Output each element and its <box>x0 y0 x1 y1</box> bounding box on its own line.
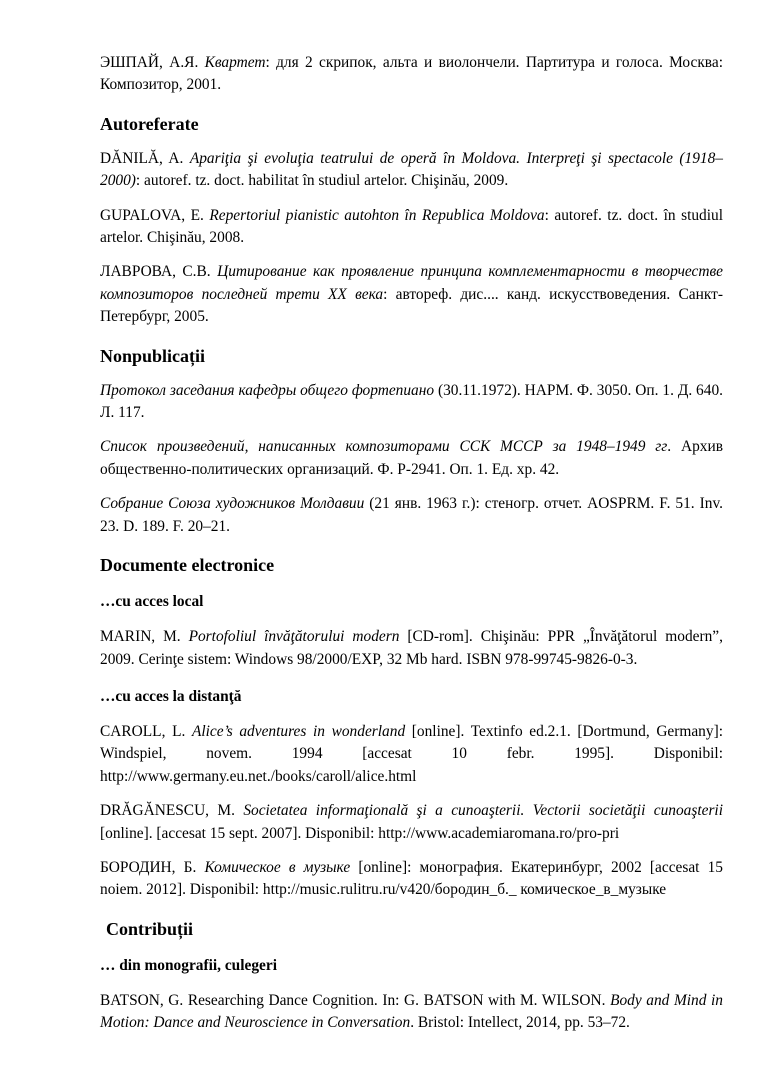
entry-title-italic: Repertoriul pianistic autohton în Republica Moldova <box>209 206 545 224</box>
subheading-cu-acces-local: …cu acces local <box>100 593 204 611</box>
entry-title-italic: Body and Mind in Motion: Dance and Neuroscience in Conversation <box>100 991 723 1032</box>
entry-title-italic: Квартет <box>204 54 266 71</box>
entry-text: CAROLL, L. <box>100 722 192 740</box>
entry-text: (30.11.1972). НАРМ. Ф. 3050. Оп. 1. Д. 640. Л. 117. <box>100 381 723 422</box>
entry-text: : автореф. дис.... канд. искусствоведения. Санкт-Петербург, 2005. <box>100 285 723 326</box>
entry-draganescu <box>100 800 723 845</box>
entry-spisok <box>100 436 723 481</box>
entry-text: DRĂGĂNESCU, M. <box>100 802 244 820</box>
entry-gupalova <box>100 205 723 250</box>
entry-marin <box>100 626 723 671</box>
entry-title-italic: Portofoliul învăţătorului modern <box>188 628 400 646</box>
entry-text: [online]. Textinfo ed.2.1. [Dortmund, Germany]: Windspiel, novem. 1994 [accesat 10 febr. 1995]. Disponibil: http://www.germany.eu.net./books/caroll/alice.html <box>100 722 723 785</box>
entry-sobranie <box>100 493 723 538</box>
entry-text: : для 2 скрипок, альта и виолончели. Партитура и голоса. Москва: Композитор, 2001. <box>100 54 723 94</box>
entry-text: ЛАВРОВА, С.В. <box>100 263 218 281</box>
entry-title-italic: Societatea informaţională şi a cunoaşterii. Vectorii societăţii cunoaşterii <box>243 802 723 820</box>
entry-text: [online]. [accesat 15 sept. 2007]. Disponibil: http://www.academiaromana.ro/pro-pri <box>100 824 620 842</box>
entry-text: BATSON, G. Researching Dance Cognition. In: G. BATSON with M. WILSON. <box>100 991 611 1009</box>
entry-text: ЭШПАЙ, А.Я. <box>100 54 205 71</box>
entry-text: [CD-rom]. Chişinău: PPR „Învăţătorul modern”, 2009. Cerinţe sistem: Windows 98/2000/EXP, 32 Mb hard. ISBN 978-99745-9826-0-3. <box>100 628 723 668</box>
heading-nonpublicatii: Nonpublicații <box>100 345 206 366</box>
entry-eshpai <box>100 52 723 97</box>
entry-text: : autoref. tz. doct. în studiul artelor. Chişinău, 2008. <box>100 206 723 247</box>
entry-text: . Архив общественно-политических организаций. Ф. Р-2941. Оп. 1. Ед. хр. 42. <box>100 438 723 478</box>
entry-text: : autoref. tz. doct. habilitat în studiul artelor. Chişinău, 2009. <box>135 172 509 190</box>
entry-title-italic: Собрание Союза художников Молдавии <box>100 495 365 513</box>
entry-text: DĂNILĂ, A. <box>100 149 190 167</box>
subheading-din-monografii: … din monografii, culegeri <box>100 956 277 974</box>
entry-danila <box>100 148 723 193</box>
entry-batson <box>100 990 723 1035</box>
entry-title-italic: Протокол заседания кафедры общего фортепиано <box>100 381 435 399</box>
heading-autoreferate: Autoreferate <box>100 113 199 134</box>
entry-caroll <box>100 721 723 788</box>
entry-title-italic: Apariţia şi evoluţia teatrului de operă în Moldova. Interpreţi şi spectacole (1918–2000) <box>100 149 723 190</box>
entry-lavrova <box>100 261 723 328</box>
entry-text: MARIN, M. <box>100 628 189 646</box>
entry-title-italic: Комическое в музыке <box>204 858 351 876</box>
entry-title-italic: Список произведений, написанных композиторами ССК МССР за 1948–1949 гг <box>100 438 668 456</box>
subheading-cu-acces-la-distanta: …cu acces la distanţă <box>100 687 242 705</box>
entry-text: . Bristol: Intellect, 2014, pp. 53–72. <box>410 1014 630 1032</box>
entry-protocol <box>100 380 723 425</box>
entry-text: [online]: монография. Екатеринбург, 2002 [accesat 15 noiem. 2012]. Disponibil: http://music.rulitru.ru/v420/бородин_б._ комическое_в_музыке <box>100 858 723 899</box>
entry-text: (21 янв. 1963 г.): стеногр. отчет. AOSPRM. F. 51. Inv. 23. D. 189. F. 20–21. <box>100 495 723 535</box>
bibliography-content <box>100 52 723 1047</box>
entry-borodin <box>100 857 723 902</box>
heading-contributii: Contribuții <box>106 918 194 939</box>
entry-title-italic: Alice’s adventures in wonderland <box>191 722 406 740</box>
entry-text: БОРОДИН, Б. <box>100 858 205 876</box>
entry-text: GUPALOVA, E. <box>100 206 210 224</box>
heading-documente-electronice: Documente electronice <box>100 555 275 576</box>
entry-title-italic: Цитирование как проявление принципа комплементарности в творчестве композиторов последней трети XX века <box>100 263 723 303</box>
